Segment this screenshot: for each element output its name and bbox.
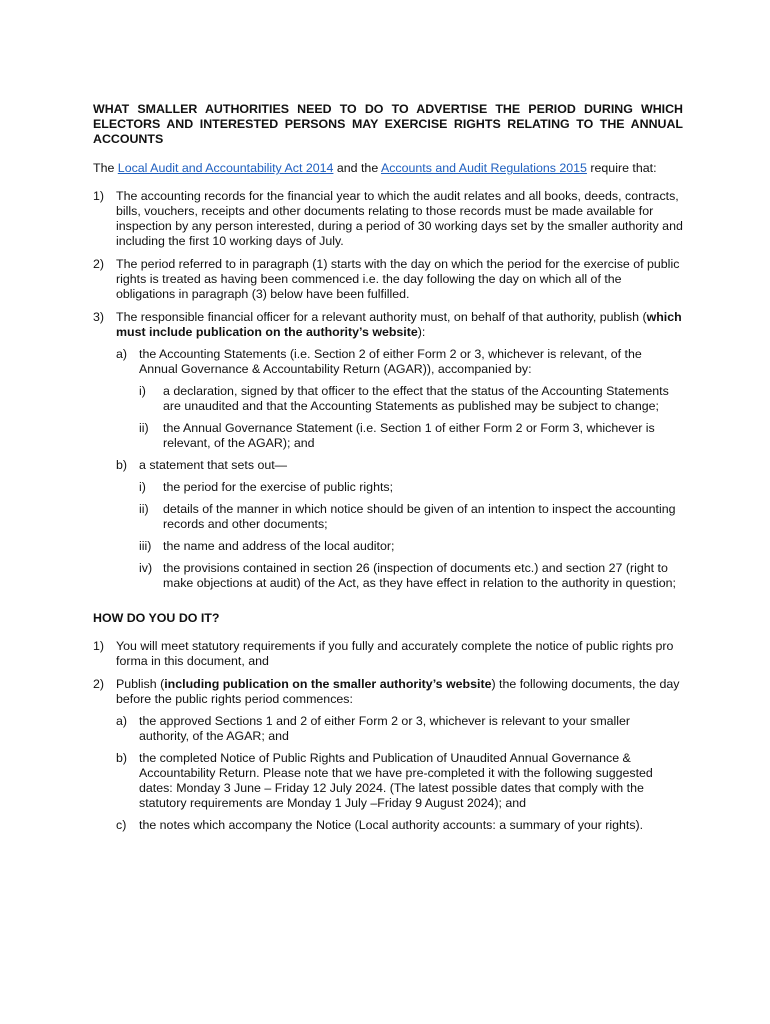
intro-paragraph <box>93 161 683 176</box>
sub-sub-text: the provisions contained in section 26 (inspection of documents etc.) and section 27 (right to make objections at audit) of the Act, as they have effect in relation to the authority in question; <box>163 561 676 590</box>
list-number: 3) <box>93 310 105 324</box>
list-text: You will meet statutory requirements if you fully and accurately complete the notice of public rights pro forma in this document, and <box>116 639 674 668</box>
sub-sub-item <box>139 421 683 451</box>
document-body <box>93 102 683 833</box>
sub-sub-text: the Annual Governance Statement (i.e. Section 1 of either Form 2 or Form 3, whichever is relevant, of the AGAR); and <box>163 421 655 450</box>
list-number: 1) <box>93 639 105 653</box>
document-title: WHAT SMALLER AUTHORITIES NEED TO DO TO ADVERTISE THE PERIOD DURING WHICH ELECTORS AND INTERESTED PERSONS MAY EXERCISE RIGHTS RELATING TO THE ANNUAL ACCOUNTS <box>93 102 683 146</box>
list-number: 2) <box>93 257 105 271</box>
list-text: The period referred to in paragraph (1) starts with the day on which the period for the exercise of public rights is treated as having been commenced i.e. the day following the day on which all of the obligations in paragraph (3) below have been fulfilled. <box>116 257 680 301</box>
list-text-pre: Publish ( <box>116 677 165 691</box>
sub-sub-number: iii) <box>139 539 152 553</box>
sub-sub-item <box>139 539 683 554</box>
list-item-2 <box>93 677 683 707</box>
sub-sub-number: ii) <box>139 502 149 516</box>
list-item-2 <box>93 257 683 302</box>
sub-sub-item <box>139 561 683 591</box>
list-text-post: ) the following documents, the day before the public rights period commences: <box>116 677 680 706</box>
list-text: The accounting records for the financial year to which the audit relates and all books, deeds, contracts, bills, vouchers, receipts and other documents relating to those records must be made available for inspection by any person interested, during a period of 30 working days set by the smaller authority and including the first 10 working days of July. <box>116 189 683 248</box>
sub-sub-number: iv) <box>139 561 153 575</box>
sub-text: the Accounting Statements (i.e. Section 2 of either Form 2 or 3, whichever is relevant, of the Annual Governance & Accountability Return (AGAR)), accompanied by: <box>139 347 642 376</box>
sub-sub-number: ii) <box>139 421 149 435</box>
intro-pre: The <box>93 161 118 175</box>
sub-number: c) <box>116 818 127 832</box>
sub-text: a statement that sets out— <box>139 458 288 472</box>
sub-sub-number: i) <box>139 480 146 494</box>
sub-sub-text: the period for the exercise of public rights; <box>163 480 394 494</box>
sub-number: a) <box>116 714 128 728</box>
sub-text: the notes which accompany the Notice (Local authority accounts: a summary of your rights). <box>139 818 644 832</box>
sub-sub-number: i) <box>139 384 146 398</box>
sub-item-c <box>116 818 683 833</box>
sub-number: b) <box>116 751 128 765</box>
sub-sub-item <box>139 502 683 532</box>
sub-number: b) <box>116 458 128 472</box>
sub-sub-item <box>139 384 683 414</box>
sub-text: the completed Notice of Public Rights and Publication of Unaudited Annual Governance & Accountability Return. Please note that we have pre-completed it with the following suggested dates: Monday 3 June – Friday 12 July 2024. (The latest possible dates that comply with the statutory requirements are Monday 1 July –Friday 9 August 2024); and <box>139 751 653 810</box>
link-local-audit-act[interactable]: Local Audit and Accountability Act 2014 <box>117 161 334 175</box>
sub-sub-text: the name and address of the local auditor; <box>163 539 395 553</box>
link-accounts-audit-regulations[interactable]: Accounts and Audit Regulations 2015 <box>380 161 587 175</box>
sub-sub-item <box>139 480 683 495</box>
list-text-bold: which must include publication on the authority’s website <box>116 310 682 339</box>
section-heading-how: HOW DO YOU DO IT? <box>93 611 220 625</box>
intro-post: require that: <box>586 161 657 175</box>
list-text <box>116 310 683 340</box>
sub-sub-text: a declaration, signed by that officer to the effect that the status of the Accounting Statements are unaudited and that the Accounting Statements as published may be subject to change; <box>163 384 669 413</box>
sub-text: the approved Sections 1 and 2 of either Form 2 or 3, whichever is relevant to your smaller authority, of the AGAR; and <box>139 714 631 743</box>
list-text-post: ): <box>417 325 426 339</box>
intro-mid: and the <box>333 161 381 175</box>
list-text <box>116 677 683 707</box>
sub-sub-text: details of the manner in which notice should be given of an intention to inspect the accounting records and other documents; <box>163 502 676 531</box>
list-item-1 <box>93 639 683 669</box>
sub-item-b <box>116 751 683 811</box>
sub-number: a) <box>116 347 128 361</box>
list-item-3 <box>93 310 683 340</box>
sub-item-a <box>116 714 683 744</box>
list-text-pre: The responsible financial officer for a relevant authority must, on behalf of that authority, publish ( <box>116 310 647 324</box>
list-text-bold: including publication on the smaller authority’s website <box>164 677 492 691</box>
sub-item-b <box>116 458 683 473</box>
list-item-1 <box>93 189 683 249</box>
list-number: 2) <box>93 677 105 691</box>
sub-item-a <box>116 347 683 377</box>
list-number: 1) <box>93 189 105 203</box>
